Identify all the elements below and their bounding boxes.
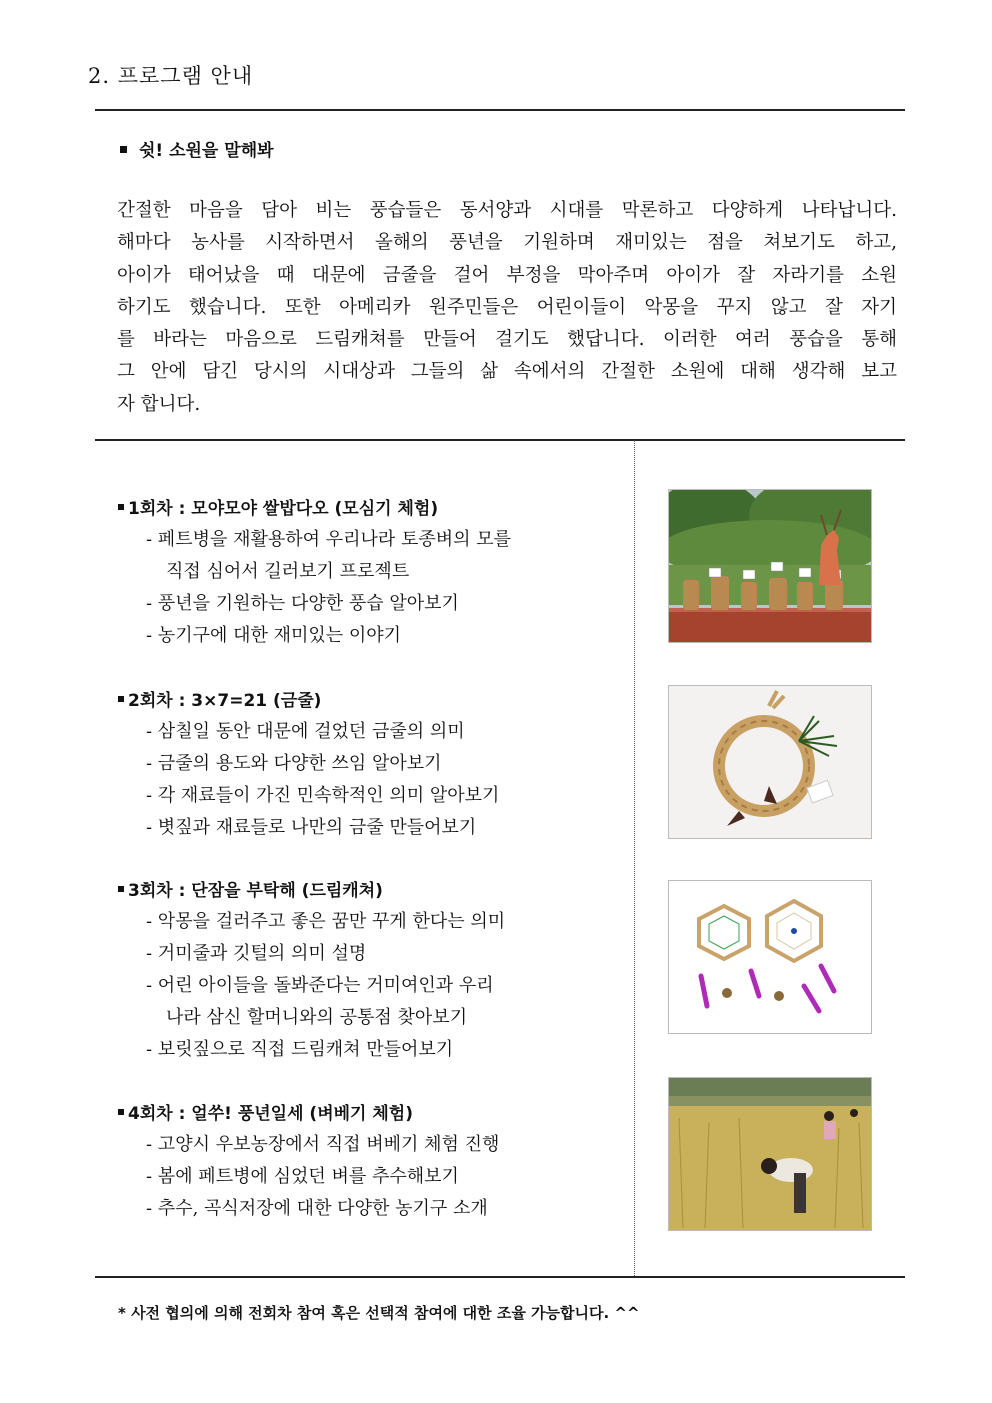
footnote: * 사전 협의에 의해 전회차 참여 혹은 선택적 참여에 대한 조율 가능합니다. ^^ [118,1304,640,1322]
top-rule [95,109,905,111]
session-item: - 삼칠일 동안 대문에 걸었던 금줄의 의미 [146,721,465,742]
session-item: - 고양시 우보농장에서 직접 벼베기 체험 진행 [146,1134,500,1155]
session-item: - 볏짚과 재료들로 나만의 금줄 만들어보기 [146,817,477,838]
intro-line: 하기도 했습니다. 또한 아메리카 원주민들은 어린이들이 악몽을 꾸지 않고 잘 자기 [117,296,897,318]
session-2 [118,686,628,844]
column-divider [634,440,635,1276]
intro-line: 를 바라는 마음으로 드림캐쳐를 만들어 걸기도 했답니다. 이러한 여러 풍습을 통해 [117,329,897,351]
session-4 [118,1099,628,1225]
rice-seedling-bottles-photo [668,489,872,643]
session-item: - 농기구에 대한 재미있는 이야기 [146,625,402,646]
subheading-text: 쉿! 소원을 말해봐 [139,141,274,161]
session-3 [118,876,628,1066]
session-item: - 추수, 곡식저장에 대한 다양한 농기구 소개 [146,1198,488,1219]
session-item: 나라 삼신 할머니와의 공통점 찾아보기 [166,1007,468,1028]
session-title-text: 1회차 : 모야모야 쌀밥다오 (모심기 체험) [128,499,439,519]
session-item: - 봄에 페트병에 심었던 벼를 추수해보기 [146,1166,459,1187]
session-item: - 어린 아이들을 돌봐준다는 거미여인과 우리 [146,975,494,996]
section-heading: 2. 프로그램 안내 [88,64,254,88]
square-bullet-icon [118,886,124,892]
session-title-text: 3회차 : 단잠을 부탁해 (드림캐쳐) [128,881,383,901]
session-item: - 풍년을 기원하는 다양한 풍습 알아보기 [146,593,459,614]
session-title-text: 4회차 : 얼쑤! 풍년일세 (벼베기 체험) [128,1104,413,1124]
session-title [118,876,628,906]
square-bullet-icon [118,1109,124,1115]
session-item: - 악몽을 걸러주고 좋은 꿈만 꾸게 한다는 의미 [146,911,506,932]
intro-line: 그 안에 담긴 당시의 시대상과 그들의 삶 속에서의 간절한 소원에 대해 생각해 보고 [117,361,897,383]
session-title [118,686,628,716]
rice-harvest-photo [668,1077,872,1231]
intro-line: 간절한 마음을 담아 비는 풍습들은 동서양과 시대를 막론하고 다양하게 나타납니다. [117,200,897,221]
straw-rope-wreath-photo [668,685,872,839]
program-subheading [120,136,274,161]
intro-paragraph [117,195,897,421]
session-item: 직접 심어서 길러보기 프로젝트 [166,561,410,582]
square-bullet-icon [118,696,124,702]
middle-rule [95,439,905,441]
square-bullet-icon [120,146,127,153]
intro-line: 자 합니다. [117,393,201,415]
session-item: - 각 재료들이 가진 민속학적인 의미 알아보기 [146,785,500,806]
session-item: - 페트병을 재활용하여 우리나라 토종벼의 모를 [146,529,512,550]
session-item: - 금줄의 용도와 다양한 쓰임 알아보기 [146,753,442,774]
session-title-text: 2회차 : 3×7=21 (금줄) [128,691,322,711]
bottom-rule [95,1276,905,1278]
session-title [118,494,628,524]
session-item: - 거미줄과 깃털의 의미 설명 [146,943,367,964]
session-1 [118,494,628,652]
session-item: - 보릿짚으로 직접 드림캐쳐 만들어보기 [146,1039,454,1060]
session-title [118,1099,628,1129]
dreamcatcher-photo [668,880,872,1034]
square-bullet-icon [118,504,124,510]
intro-line: 아이가 태어났을 때 대문에 금줄을 걸어 부정을 막아주며 아이가 잘 자라기를 소원 [117,264,897,286]
intro-line: 해마다 농사를 시작하면서 올해의 풍년을 기원하며 재미있는 점을 쳐보기도 하고, [117,232,897,254]
